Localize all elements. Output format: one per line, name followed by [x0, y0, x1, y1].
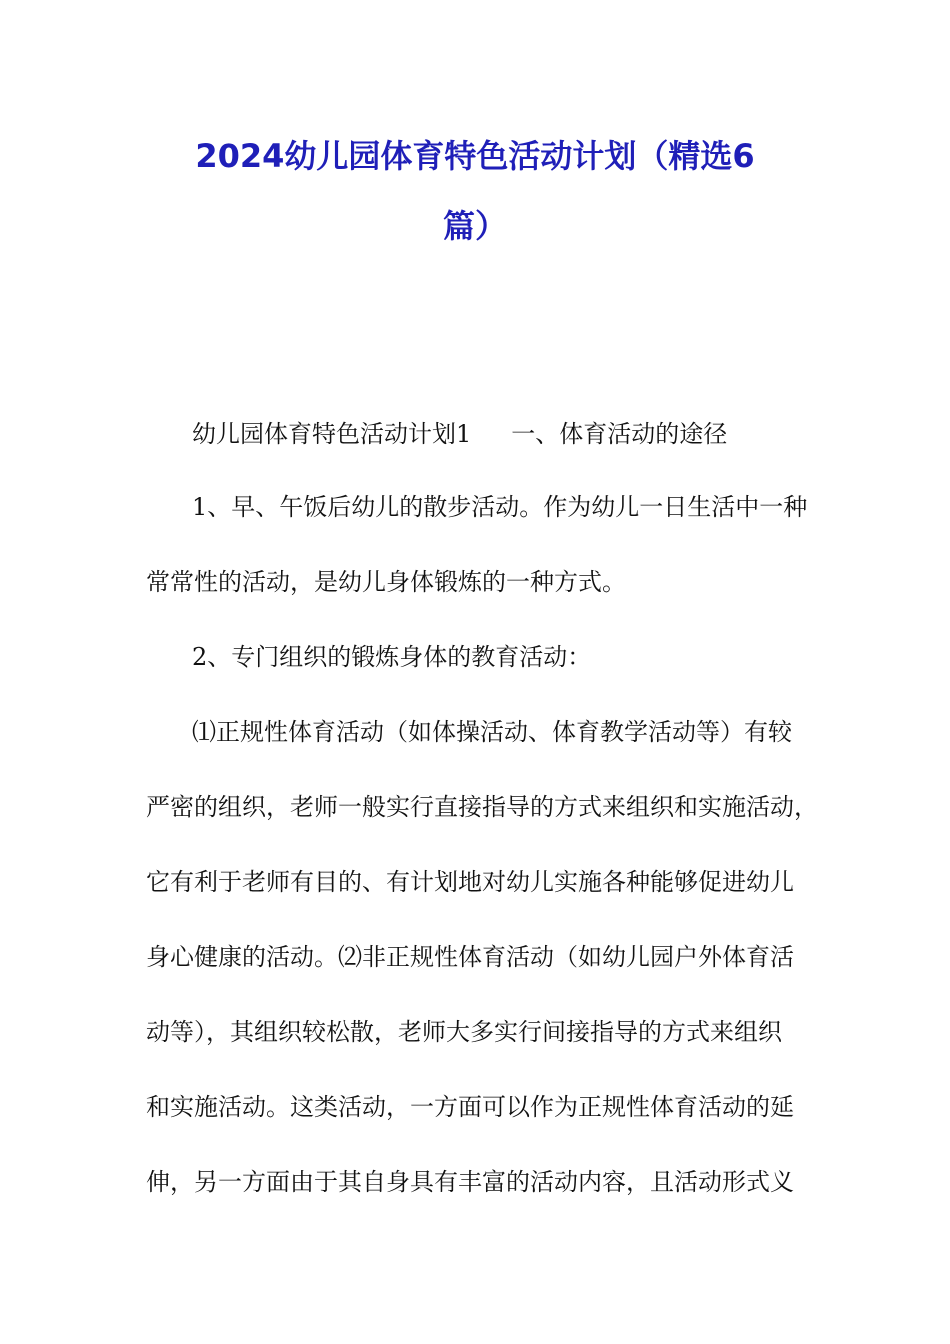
paragraph-text: 1、早、午饭后幼儿的散步活动。作为幼儿一日生活中一种: [192, 493, 808, 521]
document-title-line-1: 2024幼儿园体育特色活动计划（精选6: [195, 137, 755, 175]
heading-plan-name: 幼儿园体育特色活动计划1: [192, 420, 472, 448]
paragraph-text: 伸，另一方面由于其自身具有丰富的活动内容，且活动形式义: [146, 1168, 794, 1196]
paragraph-text: 身心健康的活动。⑵非正规性体育活动（如幼儿园户外体育活: [146, 943, 794, 971]
paragraph-text: ⑴正规性体育活动（如体操活动、体育教学活动等）有较: [192, 718, 792, 746]
paragraph-text: 和实施活动。这类活动，一方面可以作为正规性体育活动的延: [146, 1093, 794, 1121]
paragraph-text: 动等），其组织较松散，老师大多实行间接指导的方式来组织: [146, 1018, 782, 1046]
paragraph-text: 2、专门组织的锻炼身体的教育活动：: [192, 643, 592, 671]
paragraph-text: 常常性的活动，是幼儿身体锻炼的一种方式。: [146, 568, 626, 596]
paragraph-text: 严密的组织，老师一般实行直接指导的方式来组织和实施活动，: [146, 793, 818, 821]
heading-section-title: 一、体育活动的途径: [511, 420, 728, 448]
document-title-line-2: 篇）: [442, 207, 507, 245]
paragraph-text: 它有利于老师有目的、有计划地对幼儿实施各种能够促进幼儿: [146, 868, 794, 896]
